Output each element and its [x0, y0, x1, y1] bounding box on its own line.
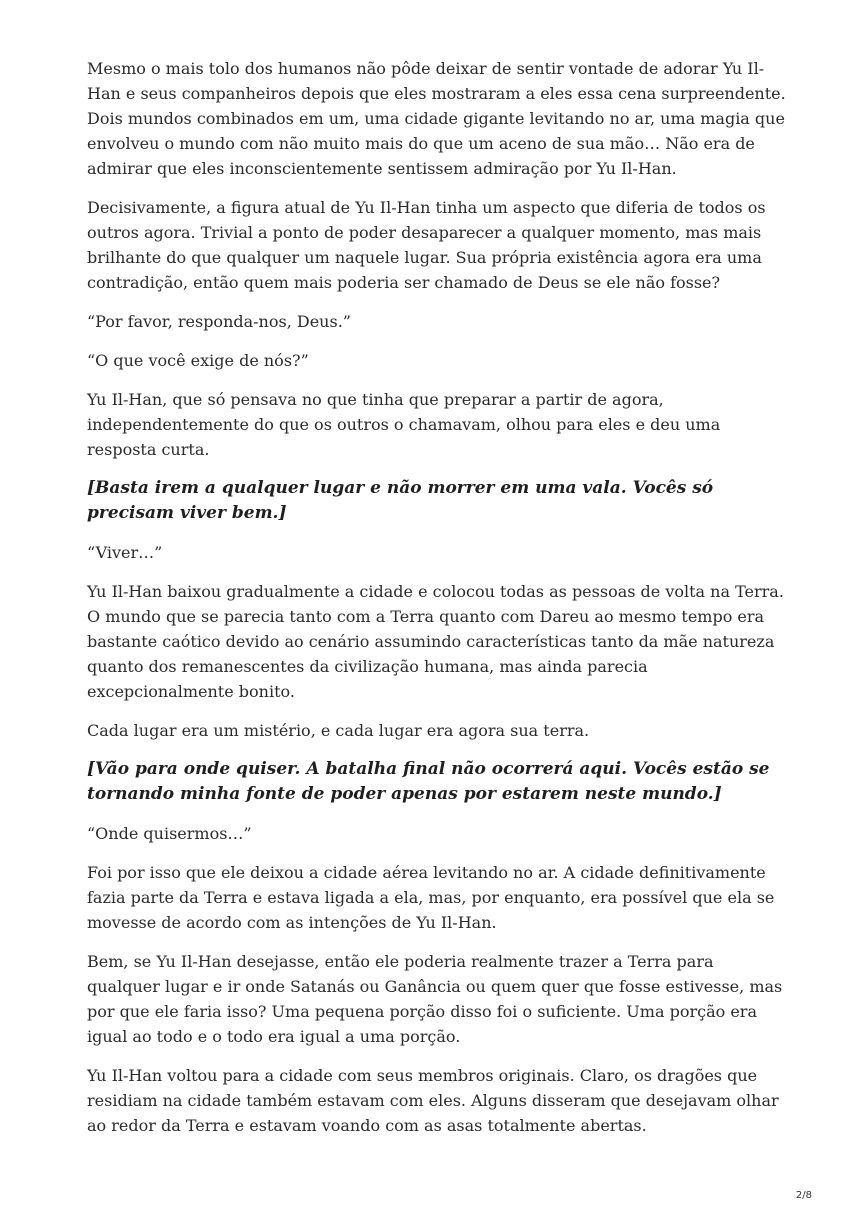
paragraph-6: Foi por isso que ele deixou a cidade aérea levitando no ar. A cidade definitivamente fazia parte da Terra e estava ligada a ela, mas, por enquanto, era possível que ela se movesse de acordo com as intenções de Yu Il-Han.: [87, 863, 775, 932]
paragraph-2: Decisivamente, a figura atual de Yu Il-Han tinha um aspecto que diferia de todos os outros agora. Trivial a ponto de poder desaparecer a qualquer momento, mas mais brilhante do que qualquer um naquele lugar. Sua própria existência agora era uma contradição, então quem mais poderia ser chamado de Deus se ele não fosse?: [87, 198, 766, 292]
paragraph-4: Yu Il-Han baixou gradualmente a cidade e colocou todas as pessoas de volta na Terra. O mundo que se parecia tanto com a Terra quanto com Dareu ao mesmo tempo era bastante caótico devido ao cenário assumindo características tanto da mãe natureza quanto dos remanescentes da civilização humana, mas ainda parecia excepcionalmente bonito.: [87, 582, 784, 701]
page-number: 2/8: [795, 1190, 812, 1201]
paragraph-7: Bem, se Yu Il-Han desejasse, então ele poderia realmente trazer a Terra para qualquer lugar e ir onde Satanás ou Ganância ou quem quer que fosse estivesse, mas por que ele faria isso? Uma pequena porção disso foi o suficiente. Uma porção era igual ao todo e o todo era igual a uma porção.: [87, 952, 783, 1046]
dialogue-line-4: “Onde quisermos…”: [87, 824, 252, 843]
dialogue-line-1: “Por favor, responda-nos, Deus.”: [87, 312, 351, 331]
document-body: [87, 56, 787, 1152]
system-message-1: [Basta irem a qualquer lugar e não morrer em uma vala. Vocês só precisam viver bem.]: [87, 478, 714, 523]
paragraph-8: Yu Il-Han voltou para a cidade com seus membros originais. Claro, os dragões que residiam na cidade também estavam com eles. Alguns disseram que desejavam olhar ao redor da Terra e estavam voando com as asas totalmente abertas.: [87, 1066, 779, 1135]
paragraph-5: Cada lugar era um mistério, e cada lugar era agora sua terra.: [87, 721, 590, 740]
system-message-2: [Vão para onde quiser. A batalha final não ocorrerá aqui. Vocês estão se tornando minha fonte de poder apenas por estarem neste mundo.]: [87, 759, 770, 804]
dialogue-line-3: “Viver…”: [87, 543, 163, 562]
paragraph-1: Mesmo o mais tolo dos humanos não pôde deixar de sentir vontade de adorar Yu Il-Han e seus companheiros depois que eles mostraram a eles essa cena surpreendente. Dois mundos combinados em um, uma cidade gigante levitando no ar, uma magia que envolveu o mundo com não muito mais do que um aceno de sua mão… Não era de admirar que eles inconscientemente sentissem admiração por Yu Il-Han.: [87, 59, 786, 178]
paragraph-3: Yu Il-Han, que só pensava no que tinha que preparar a partir de agora, independentemente do que os outros o chamavam, olhou para eles e deu uma resposta curta.: [87, 390, 721, 459]
dialogue-line-2: “O que você exige de nós?”: [87, 351, 309, 370]
